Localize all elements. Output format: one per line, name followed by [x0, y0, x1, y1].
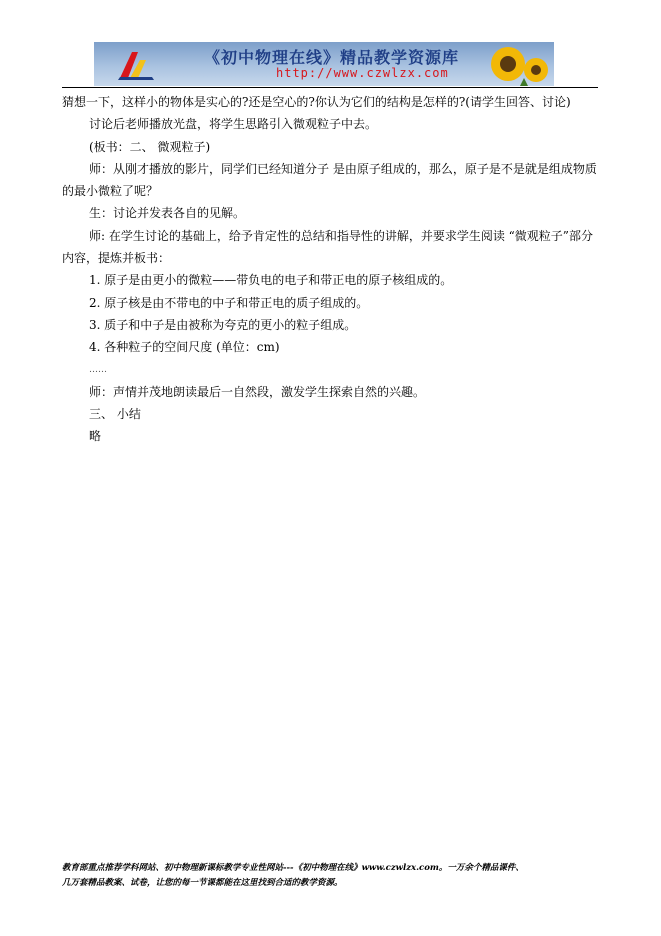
list-item-1: 1. 原子是由更小的微粒——带负电的电子和带正电的原子核组成的。: [89, 273, 453, 288]
paragraph-board-heading: (板书：二、 微观粒子): [89, 139, 211, 154]
list-item-4: 4. 各种粒子的空间尺度 (单位：cm): [89, 340, 280, 355]
header-divider: [62, 87, 598, 88]
banner-title: 《初中物理在线》精品教学资源库: [204, 48, 460, 67]
logo-icon: [116, 48, 156, 82]
list-item-2: 2. 原子核是由不带电的中子和带正电的质子组成的。: [89, 295, 369, 310]
list-item-3: 3. 质子和中子是由被称为夸克的更小的粒子组成。: [89, 317, 357, 332]
footer: [62, 861, 602, 891]
lesson-body: [62, 91, 600, 448]
footer-line-1: 教育部重点推荐学科网站、初中物理新课标教学专业性网站---《初中物理在线》www.czwlzx.com。一万余个精品课件、: [62, 863, 524, 873]
paragraph-student-response: 生：讨论并发表各自的见解。: [89, 206, 246, 221]
footer-line-2: 几万套精品教案、试卷，让您的每一节课都能在这里找到合适的教学资源。: [62, 878, 343, 888]
paragraph-reading: 师：声情并茂地朗读最后一自然段，激发学生探索自然的兴趣。: [89, 384, 426, 399]
sunflower-icon: [484, 44, 548, 86]
ellipsis: ……: [89, 364, 107, 375]
banner-url: http://www.czwlzx.com: [276, 66, 449, 80]
paragraph-omitted: 略: [89, 429, 102, 444]
paragraph-teacher-summary: 师: 在学生讨论的基础上，给予肯定性的总结和指导性的讲解，并要求学生阅读 “微观粒子”部分内容，提炼并板书：: [62, 228, 593, 266]
section-heading-summary: 三、 小结: [89, 407, 141, 422]
paragraph-guess: 猜想一下，这样小的物体是实心的?还是空心的?你认为它们的结构是怎样的?(请学生回答、讨论): [62, 95, 571, 109]
paragraph-discussion: 讨论后老师播放光盘，将学生思路引入微观粒子中去。: [89, 117, 378, 132]
paragraph-teacher-question: 师：从刚才播放的影片，同学们已经知道分子 是由原子组成的，那么，原子是不是就是组成物质的最小微粒了呢？: [62, 161, 597, 199]
header-banner: [94, 42, 554, 86]
